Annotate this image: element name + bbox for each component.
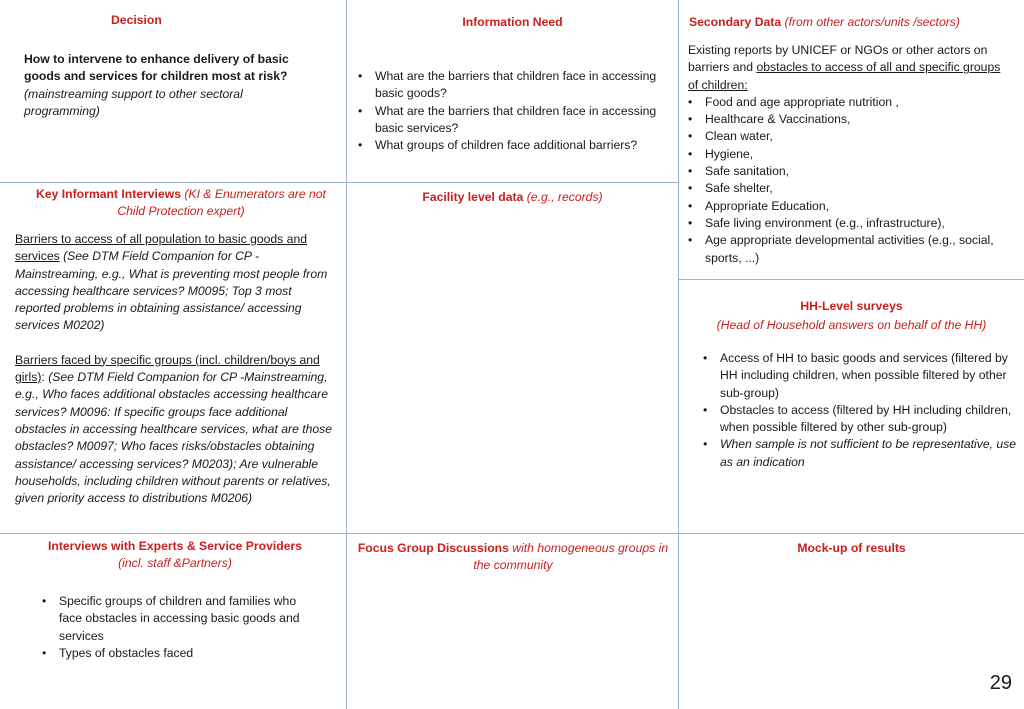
list-item: • What groups of children face additional barriers? (375, 137, 667, 154)
key-informant-block-1 (15, 231, 337, 335)
list-item: • Access of HH to basic goods and services (filtered by HH including children, when possible filtered by other sub-group) (720, 350, 1018, 402)
list-item: • Hygiene, (705, 146, 1010, 163)
decision-heading: Decision (111, 13, 162, 27)
list-item: • Safe shelter, (705, 180, 1010, 197)
list-item: • Appropriate Education, (705, 198, 1010, 215)
information-need-cell (347, 0, 678, 182)
hh-surveys-list (720, 350, 1018, 471)
secondary-data-title (689, 14, 1024, 31)
list-item: • What are the barriers that children face in accessing basic services? (375, 103, 667, 138)
hh-surveys-subheading: (Head of Household answers on behalf of the HH) (716, 318, 987, 332)
key-informant-block-1-detail: (See DTM Field Companion for CP -Mainstreaming, e.g., What is preventing most people from accessing healthcare services? M0095; Top 3 most reported problems in obtaining assistance/ accessing services M0202) (15, 249, 328, 333)
list-item: • Obstacles to access (filtered by HH including children, when possible filtered by other sub-group) (720, 402, 1018, 437)
fgd-subheading: with homogeneous groups in the community (473, 541, 669, 573)
experts-cell (0, 534, 346, 709)
key-informant-block-2-detail: (See DTM Field Companion for CP -Mainstreaming, e.g., Who faces additional obstacles accessing healthcare services? M0096: If specific groups face additional obstacles in accessing healthcare services, what are those obstacles? M0097; Who faces risks/obstacles obtaining assistance/ accessing services? M0203); Are vulnerable households, including children without parents or relatives, given priority access to distributions M0206) (15, 370, 333, 506)
secondary-data-body (688, 42, 1010, 267)
list-item: • Age appropriate developmental activities (e.g., social, sports, ...) (705, 232, 1010, 267)
decision-cell (0, 0, 346, 182)
list-item: • Healthcare & Vaccinations, (705, 111, 1010, 128)
key-informant-block-1-topic: Barriers to access of all population to basic goods and services (15, 232, 307, 264)
fgd-title (353, 540, 673, 575)
key-informant-heading: Key Informant Interviews (36, 187, 181, 201)
list-item: • Safe living environment (e.g., infrastructure), (705, 215, 1010, 232)
list-item: • What are the barriers that children face in accessing basic goods? (375, 68, 667, 103)
list-item: • Clean water, (705, 128, 1010, 145)
experts-title (40, 538, 310, 573)
secondary-data-subheading: (from other actors/units /sectors) (784, 15, 960, 29)
secondary-data-list (705, 94, 1010, 267)
secondary-data-intro (688, 42, 1010, 94)
secondary-data-cell (679, 0, 1024, 279)
decision-body (24, 51, 320, 120)
list-item: • Types of obstacles faced (59, 645, 321, 662)
secondary-data-heading: Secondary Data (689, 15, 782, 29)
experts-subheading: (incl. staff &Partners) (118, 556, 232, 571)
list-item: • Safe sanitation, (705, 163, 1010, 180)
facility-cell (347, 183, 678, 533)
decision-note: (mainstreaming support to other sectoral programming) (24, 86, 243, 118)
hh-surveys-heading: HH-Level surveys (800, 299, 903, 313)
list-item: • Specific groups of children and families who face obstacles in accessing basic goods and services (59, 593, 321, 645)
key-informant-subheading: (KI & Enumerators are not Child Protection expert) (117, 187, 326, 219)
facility-subheading: (e.g., records) (526, 190, 603, 204)
fgd-heading: Focus Group Discussions (357, 541, 509, 555)
key-informant-block-2-topic: Barriers faced by specific groups (incl. children/boys and girls) (15, 352, 320, 385)
key-informant-cell (0, 183, 346, 533)
secondary-data-intro-text: Existing reports by UNICEF or NGOs or other actors on barriers and (688, 43, 988, 75)
information-need-list (375, 68, 667, 154)
list-item: • When sample is not sufficient to be representative, use as an indication (720, 436, 1018, 471)
information-need-heading: Information Need (462, 15, 563, 29)
page-number: 29 (989, 672, 1012, 694)
key-informant-block-2 (15, 352, 337, 508)
experts-heading: Interviews with Experts & Service Providers (47, 539, 302, 553)
mockup-cell (679, 534, 1024, 709)
key-informant-body (15, 231, 337, 507)
key-informant-block-2-colon: : (41, 370, 45, 385)
facility-title (347, 189, 678, 206)
list-item: • Food and age appropriate nutrition , (705, 94, 1010, 111)
secondary-data-intro-underlined: obstacles to access of all and specific groups of children: (688, 60, 1001, 92)
fgd-cell (347, 534, 678, 709)
experts-list (59, 593, 321, 662)
decision-question: How to intervene to enhance delivery of basic goods and services for children most at risk? (24, 52, 289, 84)
hh-surveys-cell (679, 280, 1024, 533)
mockup-heading: Mock-up of results (797, 541, 906, 555)
facility-heading: Facility level data (422, 190, 524, 204)
key-informant-title (22, 186, 340, 221)
